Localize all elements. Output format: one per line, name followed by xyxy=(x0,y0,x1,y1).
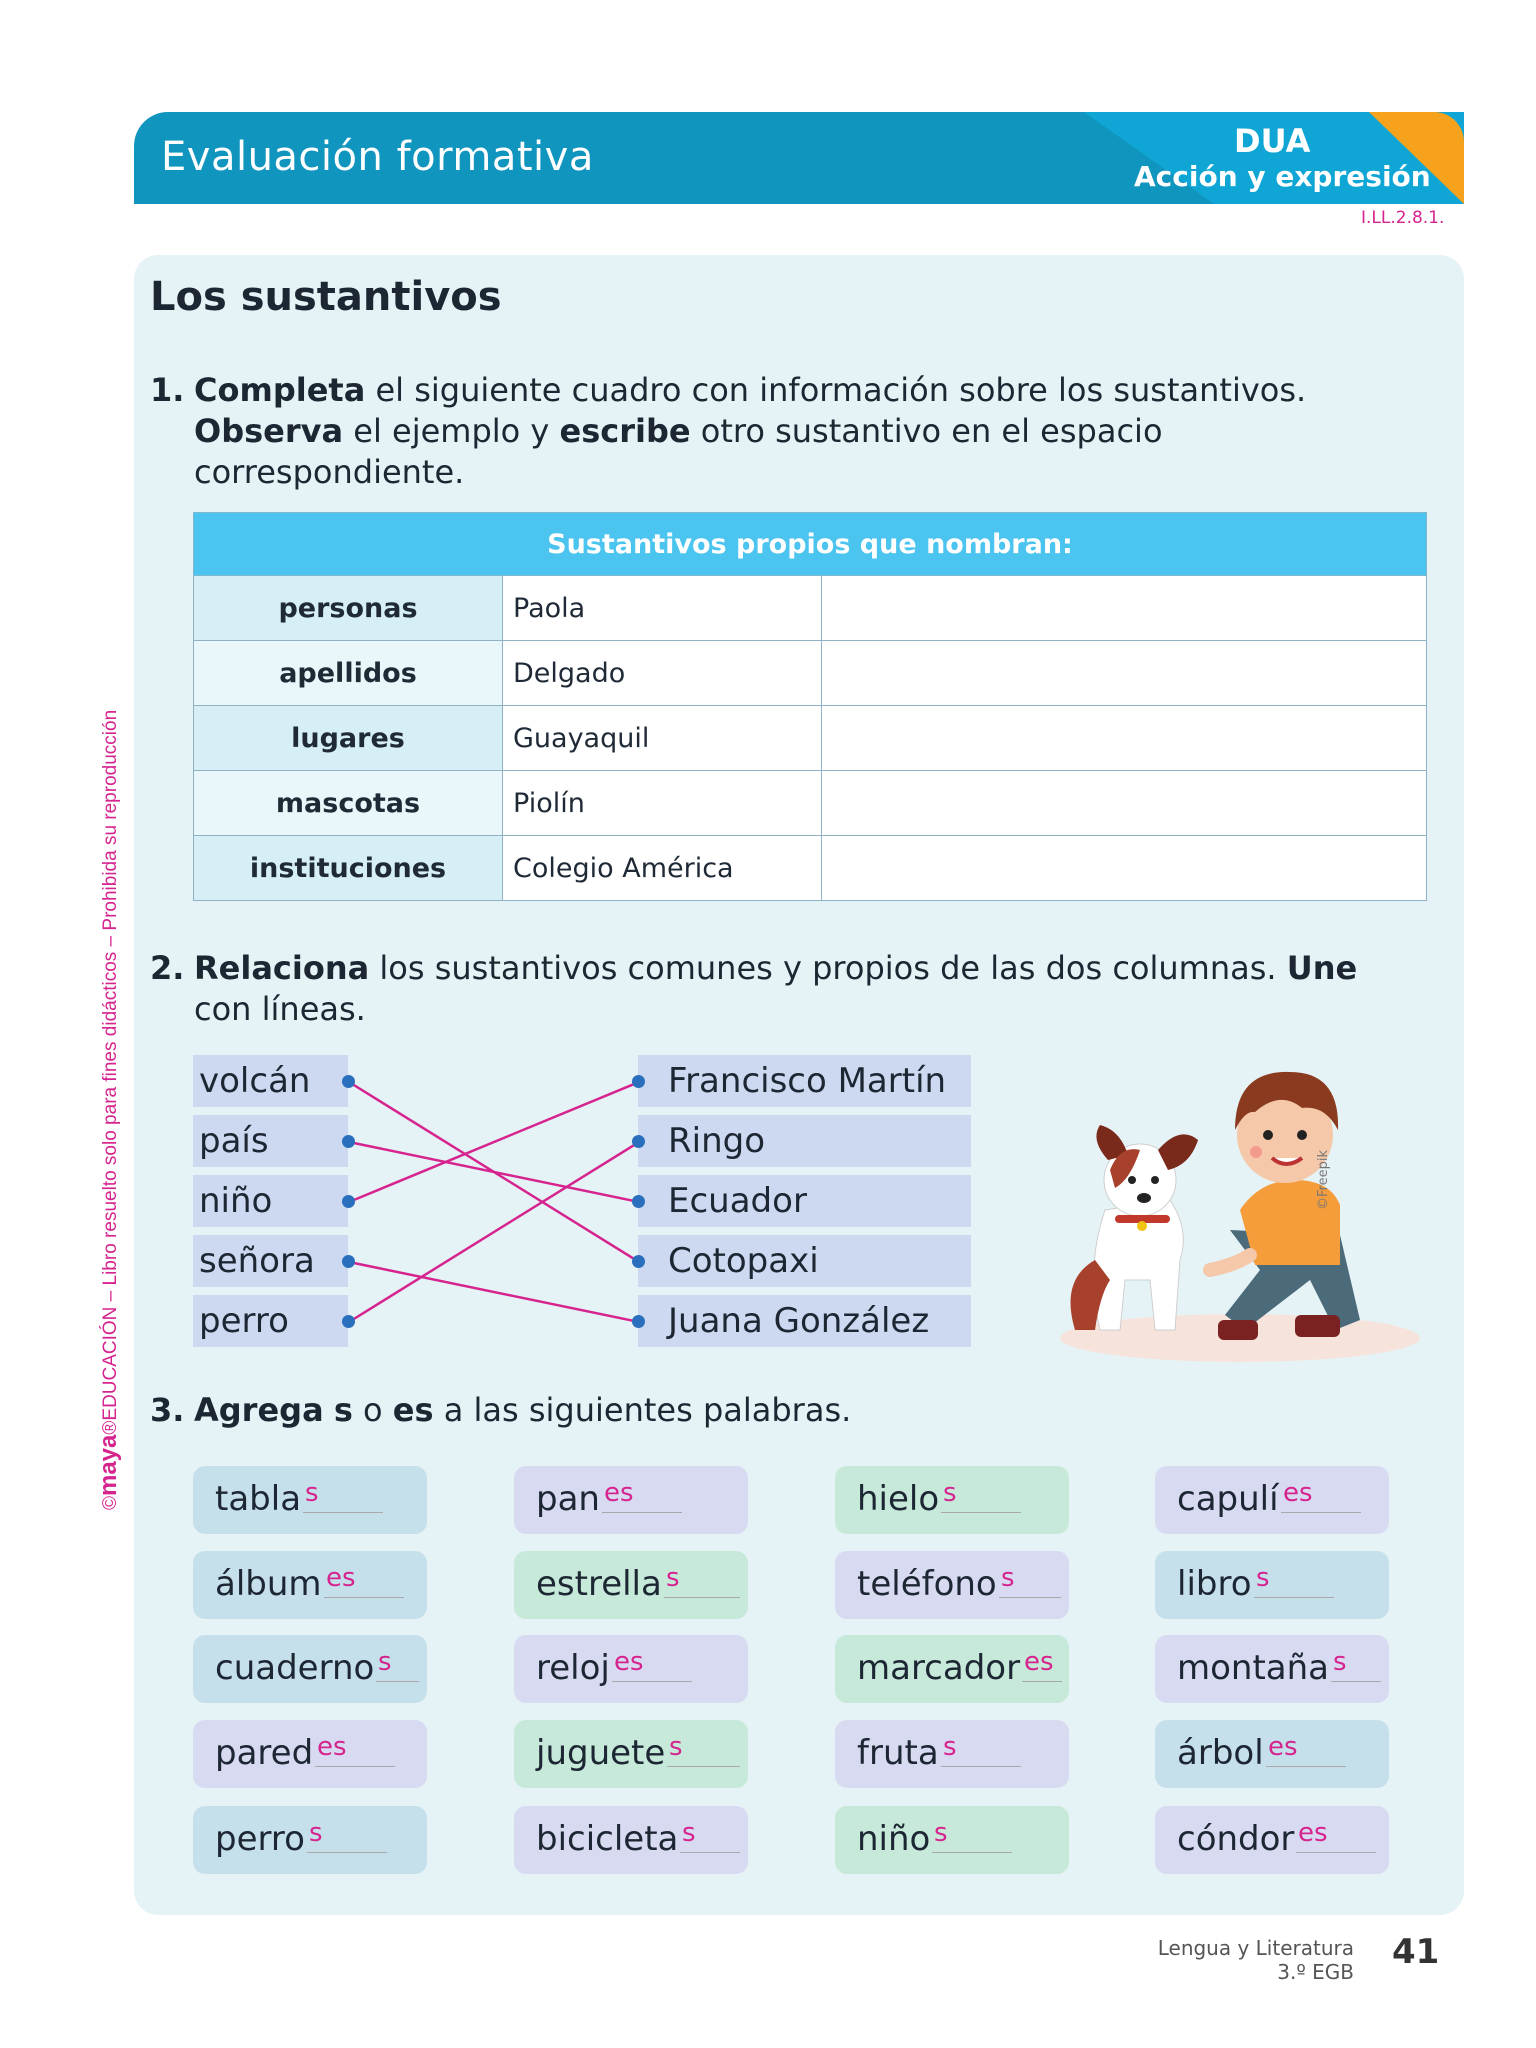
answer-line xyxy=(307,1852,387,1853)
table-header: Sustantivos propios que nombran: xyxy=(194,513,1427,576)
header-title: Evaluación formativa xyxy=(161,134,594,180)
answer-line xyxy=(376,1681,419,1682)
indicator-code: I.LL.2.8.1. xyxy=(1361,208,1445,228)
word-box xyxy=(193,1720,427,1788)
answer-line xyxy=(941,1766,1021,1767)
answer-line xyxy=(999,1597,1061,1598)
answer-line xyxy=(1022,1681,1062,1682)
q1-text-part4: correspondiente. xyxy=(194,453,465,491)
table-category: mascotas xyxy=(194,771,503,836)
left-dot[interactable] xyxy=(342,1195,355,1208)
table-example: Colegio América xyxy=(503,836,822,901)
q3-keyword-s: s xyxy=(333,1391,353,1429)
answer-line xyxy=(1281,1512,1361,1513)
answer-suffix[interactable]: es xyxy=(604,1478,634,1508)
word-box xyxy=(514,1806,748,1874)
right-word: Francisco Martín xyxy=(638,1055,971,1107)
registered-symbol: ® xyxy=(100,1420,121,1435)
word-box xyxy=(514,1720,748,1788)
word-box xyxy=(193,1551,427,1619)
word-text: hielo xyxy=(857,1479,940,1519)
match-line xyxy=(349,1142,639,1322)
word-text: cuaderno xyxy=(215,1648,375,1688)
right-dot[interactable] xyxy=(632,1315,645,1328)
match-line xyxy=(349,1082,639,1202)
word-text: fruta xyxy=(857,1733,939,1773)
q1-keyword-escribe: escribe xyxy=(559,412,691,450)
left-word: país xyxy=(193,1115,348,1167)
answer-suffix[interactable]: s xyxy=(669,1732,683,1762)
right-dot[interactable] xyxy=(632,1195,645,1208)
answer-suffix[interactable]: s xyxy=(943,1732,957,1762)
word-text: capulí xyxy=(1177,1479,1279,1519)
match-line xyxy=(349,1262,639,1322)
right-dot[interactable] xyxy=(632,1255,645,1268)
answer-suffix[interactable]: es xyxy=(1283,1478,1313,1508)
word-text: niño xyxy=(857,1819,931,1859)
right-dot[interactable] xyxy=(632,1075,645,1088)
answer-line xyxy=(1296,1852,1376,1853)
question-2-number: 2. xyxy=(150,949,185,987)
word-text: bicicleta xyxy=(536,1819,679,1859)
table-category: personas xyxy=(194,576,503,641)
table-example: Paola xyxy=(503,576,822,641)
left-word: niño xyxy=(193,1175,348,1227)
table-category: lugares xyxy=(194,706,503,771)
q3-keyword-es: es xyxy=(392,1391,434,1429)
left-dot[interactable] xyxy=(342,1075,355,1088)
word-text: estrella xyxy=(536,1564,662,1604)
word-text: montaña xyxy=(1177,1648,1330,1688)
answer-line xyxy=(1254,1597,1334,1598)
q1-text-part3: otro sustantivo en el espacio xyxy=(690,412,1163,450)
answer-line xyxy=(1266,1766,1346,1767)
answer-line xyxy=(932,1852,1012,1853)
answer-line xyxy=(680,1852,740,1853)
word-box xyxy=(514,1551,748,1619)
q3-text-part1: o xyxy=(352,1391,393,1429)
word-text: pared xyxy=(215,1733,314,1773)
q1-text-part1: el siguiente cuadro con información sobre los sustantivos. xyxy=(365,371,1307,409)
left-word: señora xyxy=(193,1235,348,1287)
word-box xyxy=(1155,1466,1389,1534)
side-copyright-text: EDUCACIÓN – Libro resuelto solo para fines didácticos – Prohibida su reproducción xyxy=(100,709,121,1421)
answer-suffix[interactable]: s xyxy=(378,1647,392,1677)
brand-logo-text: maya xyxy=(95,1434,122,1496)
word-box xyxy=(835,1466,1069,1534)
word-box xyxy=(835,1551,1069,1619)
copyright-symbol: © xyxy=(100,1496,121,1510)
answer-suffix[interactable]: s xyxy=(943,1478,957,1508)
dua-subtitle: Acción y expresión xyxy=(1134,160,1431,193)
answer-line xyxy=(667,1766,740,1767)
q1-text-part2: el ejemplo y xyxy=(343,412,560,450)
left-word: volcán xyxy=(193,1055,348,1107)
word-text: teléfono xyxy=(857,1564,997,1604)
q2-text-part1: los sustantivos comunes y propios de las dos columnas. xyxy=(369,949,1287,987)
answer-suffix[interactable]: s xyxy=(1001,1563,1015,1593)
q2-keyword-relaciona: Relaciona xyxy=(194,949,370,987)
answer-line xyxy=(303,1512,383,1513)
word-box xyxy=(835,1635,1069,1703)
table-category: instituciones xyxy=(194,836,503,901)
word-box xyxy=(514,1466,748,1534)
answer-suffix[interactable]: s xyxy=(1256,1563,1270,1593)
q1-keyword-completa: Completa xyxy=(194,371,366,409)
right-word: Cotopaxi xyxy=(638,1235,971,1287)
right-word: Juana González xyxy=(638,1295,971,1347)
q3-keyword-agrega: Agrega xyxy=(194,1391,324,1429)
right-dot[interactable] xyxy=(632,1135,645,1148)
footer-grade: 3.º EGB xyxy=(1277,1960,1354,1984)
answer-suffix[interactable]: es xyxy=(614,1647,644,1677)
answer-suffix[interactable]: es xyxy=(1268,1732,1298,1762)
answer-suffix[interactable]: s xyxy=(1333,1647,1347,1677)
q3-text-part2: a las siguientes palabras. xyxy=(433,1391,852,1429)
left-word: perro xyxy=(193,1295,348,1347)
word-box xyxy=(1155,1551,1389,1619)
section-title: Los sustantivos xyxy=(150,274,502,320)
word-text: libro xyxy=(1177,1564,1252,1604)
word-text: perro xyxy=(215,1819,305,1859)
word-box xyxy=(1155,1806,1389,1874)
word-box xyxy=(193,1466,427,1534)
word-text: marcador xyxy=(857,1648,1021,1688)
q2-text-part2: con líneas. xyxy=(194,990,366,1028)
answer-suffix[interactable]: s xyxy=(309,1818,323,1848)
answer-suffix[interactable]: s xyxy=(305,1478,319,1508)
word-box xyxy=(1155,1720,1389,1788)
left-dot[interactable] xyxy=(342,1255,355,1268)
footer-subject-name: Lengua y Literatura xyxy=(1157,1936,1354,1960)
word-box xyxy=(514,1635,748,1703)
word-box xyxy=(835,1806,1069,1874)
match-line xyxy=(349,1142,639,1202)
image-credit: ©Freepik xyxy=(1316,1150,1331,1210)
answer-suffix[interactable]: es xyxy=(317,1732,347,1762)
left-dot[interactable] xyxy=(342,1315,355,1328)
answer-line xyxy=(664,1597,740,1598)
table-category: apellidos xyxy=(194,641,503,706)
right-word: Ringo xyxy=(638,1115,971,1167)
left-dot[interactable] xyxy=(342,1135,355,1148)
answer-suffix[interactable]: es xyxy=(1298,1818,1328,1848)
right-word: Ecuador xyxy=(638,1175,971,1227)
table-example: Guayaquil xyxy=(503,706,822,771)
answer-line xyxy=(941,1512,1021,1513)
word-text: álbum xyxy=(215,1564,322,1604)
q2-keyword-une: Une xyxy=(1286,949,1358,987)
question-3-text xyxy=(194,1390,851,1431)
answer-suffix[interactable]: es xyxy=(1024,1647,1054,1677)
answer-suffix[interactable]: s xyxy=(934,1818,948,1848)
table-example: Delgado xyxy=(503,641,822,706)
answer-line xyxy=(1331,1681,1381,1682)
page-number: 41 xyxy=(1392,1932,1440,1972)
word-text: pan xyxy=(536,1479,600,1519)
question-3-number: 3. xyxy=(150,1391,185,1429)
word-text: reloj xyxy=(536,1648,610,1688)
answer-suffix[interactable]: es xyxy=(326,1563,356,1593)
word-text: árbol xyxy=(1177,1733,1264,1773)
answer-line xyxy=(315,1766,395,1767)
q1-keyword-observa: Observa xyxy=(194,412,344,450)
answer-suffix[interactable]: s xyxy=(682,1818,696,1848)
answer-line xyxy=(602,1512,682,1513)
word-box xyxy=(1155,1635,1389,1703)
word-box xyxy=(193,1806,427,1874)
word-text: cóndor xyxy=(1177,1819,1295,1859)
word-box xyxy=(835,1720,1069,1788)
word-text: tabla xyxy=(215,1479,302,1519)
answer-line xyxy=(324,1597,404,1598)
answer-line xyxy=(612,1681,692,1682)
question-3 xyxy=(150,1390,1350,1435)
word-box xyxy=(193,1635,427,1703)
boy-figure xyxy=(1210,1072,1360,1340)
word-text: juguete xyxy=(536,1733,666,1773)
answer-suffix[interactable]: s xyxy=(666,1563,680,1593)
dua-title: DUA xyxy=(1234,122,1311,160)
table-example: Piolín xyxy=(503,771,822,836)
dog-figure xyxy=(1071,1125,1199,1330)
boy-and-dog-illustration xyxy=(1040,1030,1420,1370)
question-1-number: 1. xyxy=(150,371,185,409)
footer-subject xyxy=(1158,1936,1354,1984)
